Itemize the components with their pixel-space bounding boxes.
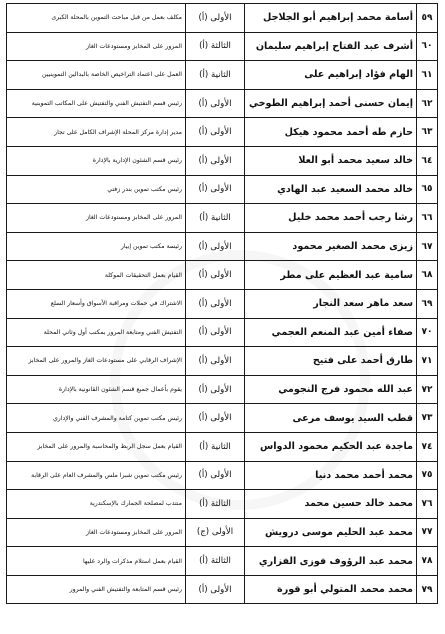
employee-name: سعد ماهر سعد النجار <box>245 289 417 318</box>
employee-grade: الثانية (أ) <box>186 61 245 90</box>
employee-grade: الأولى (أ) <box>186 89 245 118</box>
employee-role: الإشراف الرقابي على مستودعات الغاز والمرور على المخابز <box>7 347 186 376</box>
table-row <box>7 490 438 519</box>
employee-grade: الأولى (أ) <box>186 318 245 347</box>
employee-role: التفتيش الفني ومتابعة المرور بمكتب أول وثاني المحلة <box>7 318 186 347</box>
staff-table-sheet <box>6 3 438 604</box>
row-number: ٧١ <box>417 347 438 376</box>
row-number: ٦٣ <box>417 118 438 147</box>
table-row <box>7 204 438 233</box>
employee-grade: الثانية (أ) <box>186 204 245 233</box>
employee-role: القيام بعمل استلام مذكرات والرد عليها <box>7 547 186 576</box>
table-row <box>7 89 438 118</box>
employee-name: سامية عبد العظيم على مطر <box>245 261 417 290</box>
employee-name: طارق أحمد على فتيح <box>245 347 417 376</box>
table-row <box>7 175 438 204</box>
table-row <box>7 432 438 461</box>
employee-role: رئيسة مكتب تموين إبيار <box>7 232 186 261</box>
row-number: ٦٥ <box>417 175 438 204</box>
employee-name: حازم طه أحمد محمود هيكل <box>245 118 417 147</box>
row-number: ٥٩ <box>417 4 438 33</box>
employee-grade: الثالثة (أ) <box>186 547 245 576</box>
employee-name: خالد سعيد محمد أبو العلا <box>245 146 417 175</box>
employee-name: عبد الله محمود فرج النجومي <box>245 375 417 404</box>
table-row <box>7 404 438 433</box>
table-row <box>7 575 438 604</box>
employee-name: قطب السيد يوسف مرعى <box>245 404 417 433</box>
row-number: ٧٥ <box>417 461 438 490</box>
employee-name: أسامة محمد إبراهيم أبو الجلاجل <box>245 4 417 33</box>
employee-name: زيزى محمد الصغير محمود <box>245 232 417 261</box>
table-row <box>7 289 438 318</box>
employee-role: منتدب لمصلحة الجمارك بالإسكندرية <box>7 490 186 519</box>
row-number: ٧٨ <box>417 547 438 576</box>
employee-grade: الثالثة (أ) <box>186 32 245 61</box>
employee-grade: الأولى (أ) <box>186 4 245 33</box>
employee-grade: الثالثة (أ) <box>186 490 245 519</box>
employee-grade: الأولى (أ) <box>186 575 245 604</box>
table-row <box>7 61 438 90</box>
employee-name: ماجدة عبد الحكيم محمود الدواس <box>245 432 417 461</box>
employee-role: العمل على اعتماد التراخيص الخاصة بالبدالين التموينيين <box>7 61 186 90</box>
employee-role: رئيس قسم التفتيش الفني والتفتيش على المكاتب التموينية <box>7 89 186 118</box>
employee-role: القيام بعمل التحقيقات الموكلة <box>7 261 186 290</box>
employee-role: رئيس قسم الشئون الإدارية بالإدارة <box>7 146 186 175</box>
employee-role: مكلف بعمل من قبل مباحث التموين بالمحلة الكبرى <box>7 4 186 33</box>
employee-grade: الثانية (أ) <box>186 432 245 461</box>
row-number: ٧٠ <box>417 318 438 347</box>
employee-grade: الأولى (أ) <box>186 404 245 433</box>
row-number: ٧٣ <box>417 404 438 433</box>
row-number: ٦٢ <box>417 89 438 118</box>
row-number: ٦١ <box>417 61 438 90</box>
employee-grade: الأولى (أ) <box>186 146 245 175</box>
table-row <box>7 146 438 175</box>
row-number: ٧٩ <box>417 575 438 604</box>
employee-name: الهام فؤاد إبراهيم على <box>245 61 417 90</box>
table-row <box>7 118 438 147</box>
table-row <box>7 461 438 490</box>
table-row <box>7 318 438 347</box>
row-number: ٦٦ <box>417 204 438 233</box>
row-number: ٧٢ <box>417 375 438 404</box>
employee-grade: الأولى (أ) <box>186 347 245 376</box>
table-row <box>7 375 438 404</box>
employee-name: خالد محمد السعيد عبد الهادي <box>245 175 417 204</box>
employee-name: إيمان حسنى أحمد إبراهيم الطوخي <box>245 89 417 118</box>
employee-grade: الأولى (أ) <box>186 261 245 290</box>
row-number: ٦٠ <box>417 32 438 61</box>
employee-grade: الأولى (أ) <box>186 232 245 261</box>
employee-role: الاشتراك في حملات ومراقبة الأسواق وأسعار السلع <box>7 289 186 318</box>
employee-name: محمد عبد الرؤوف فوزى الفزاري <box>245 547 417 576</box>
employee-role: المرور على المخابز ومستودعات الغاز <box>7 32 186 61</box>
row-number: ٦٧ <box>417 232 438 261</box>
table-row <box>7 4 438 33</box>
employee-role: يقوم بأعمال جميع قسم الشئون القانونية بالإدارة <box>7 375 186 404</box>
table-row <box>7 232 438 261</box>
row-number: ٦٩ <box>417 289 438 318</box>
employee-role: رئيس مكتب تموين كتامة والمشرف الفني والإداري <box>7 404 186 433</box>
employee-grade: الأولى (ج) <box>186 518 245 547</box>
row-number: ٧٧ <box>417 518 438 547</box>
staff-table <box>6 3 438 604</box>
row-number: ٧٦ <box>417 490 438 519</box>
employee-grade: الأولى (أ) <box>186 375 245 404</box>
employee-role: رئيس مكتب تموين شبرا ملس والمشرف العام على الرقابة <box>7 461 186 490</box>
employee-grade: الأولى (أ) <box>186 461 245 490</box>
employee-name: محمد محمد المتولي أبو قورة <box>245 575 417 604</box>
employee-grade: الأولى (أ) <box>186 175 245 204</box>
employee-name: صفاء أمين عبد المنعم العجمي <box>245 318 417 347</box>
employee-name: محمد أحمد محمد دنيا <box>245 461 417 490</box>
employee-role: رئيس مكتب تموين بندر زفتي <box>7 175 186 204</box>
row-number: ٧٤ <box>417 432 438 461</box>
employee-role: المرور على المخابز ومستودعات الغاز <box>7 204 186 233</box>
table-row <box>7 32 438 61</box>
staff-table-body <box>7 4 438 604</box>
employee-role: مدير إدارة مركز المحلة الإشراف الكامل على تجار <box>7 118 186 147</box>
employee-name: رشا رجب أحمد محمد خليل <box>245 204 417 233</box>
table-row <box>7 347 438 376</box>
table-row <box>7 261 438 290</box>
employee-role: القيام بعمل سجل الربط والمحاسبة والمرور على المخابز <box>7 432 186 461</box>
employee-grade: الأولى (أ) <box>186 289 245 318</box>
employee-grade: الأولى (أ) <box>186 118 245 147</box>
employee-name: محمد عبد الحليم موسى درويش <box>245 518 417 547</box>
employee-name: أشرف عبد الفتاح إبراهيم سليمان <box>245 32 417 61</box>
employee-name: محمد خالد حسين محمد <box>245 490 417 519</box>
row-number: ٦٤ <box>417 146 438 175</box>
table-row <box>7 547 438 576</box>
employee-role: المرور على المخابز ومستودعات الغاز <box>7 518 186 547</box>
table-row <box>7 518 438 547</box>
employee-role: رئيس قسم المتابعة والتفتيش الفني والمرور <box>7 575 186 604</box>
row-number: ٦٨ <box>417 261 438 290</box>
